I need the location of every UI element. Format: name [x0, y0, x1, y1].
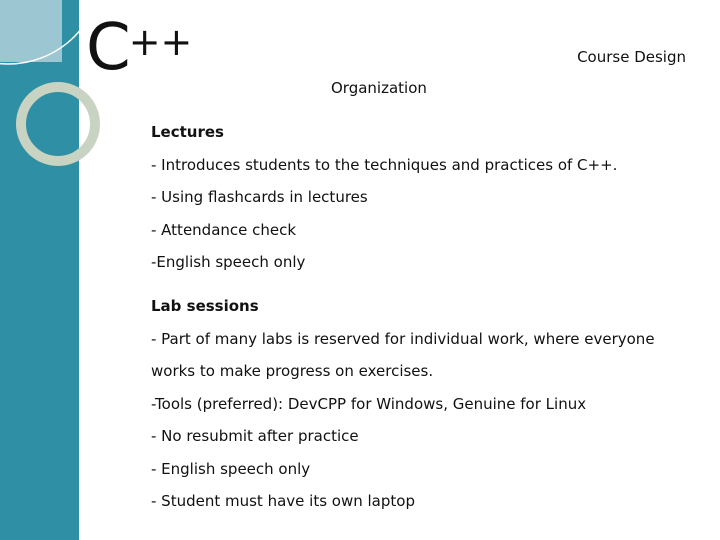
list-item: -Tools (preferred): DevCPP for Windows, Genuine for Linux — [151, 394, 587, 413]
list-item: -English speech only — [151, 253, 306, 271]
slide-subtitle: Organization — [331, 79, 427, 97]
slide-content — [151, 121, 691, 512]
section-heading-lectures: Lectures — [151, 123, 224, 141]
slide-title: Course Design — [577, 48, 686, 66]
list-item: - Student must have its own laptop — [151, 492, 415, 510]
list-item: - Attendance check — [151, 220, 297, 239]
list-item: - Part of many labs is reserved for individual work, where everyone — [151, 329, 655, 348]
list-item: - English speech only — [151, 459, 311, 478]
ring-circle — [21, 87, 95, 161]
section-heading-lab-sessions: Lab sessions — [151, 297, 259, 315]
list-item: - No resubmit after practice — [151, 427, 359, 445]
list-item: - Introduces students to the techniques and practices of C++. — [151, 155, 618, 174]
list-item: works to make progress on exercises. — [151, 362, 434, 380]
list-item: - Using flashcards in lectures — [151, 188, 368, 206]
cpp-logo: C++ — [86, 11, 193, 85]
